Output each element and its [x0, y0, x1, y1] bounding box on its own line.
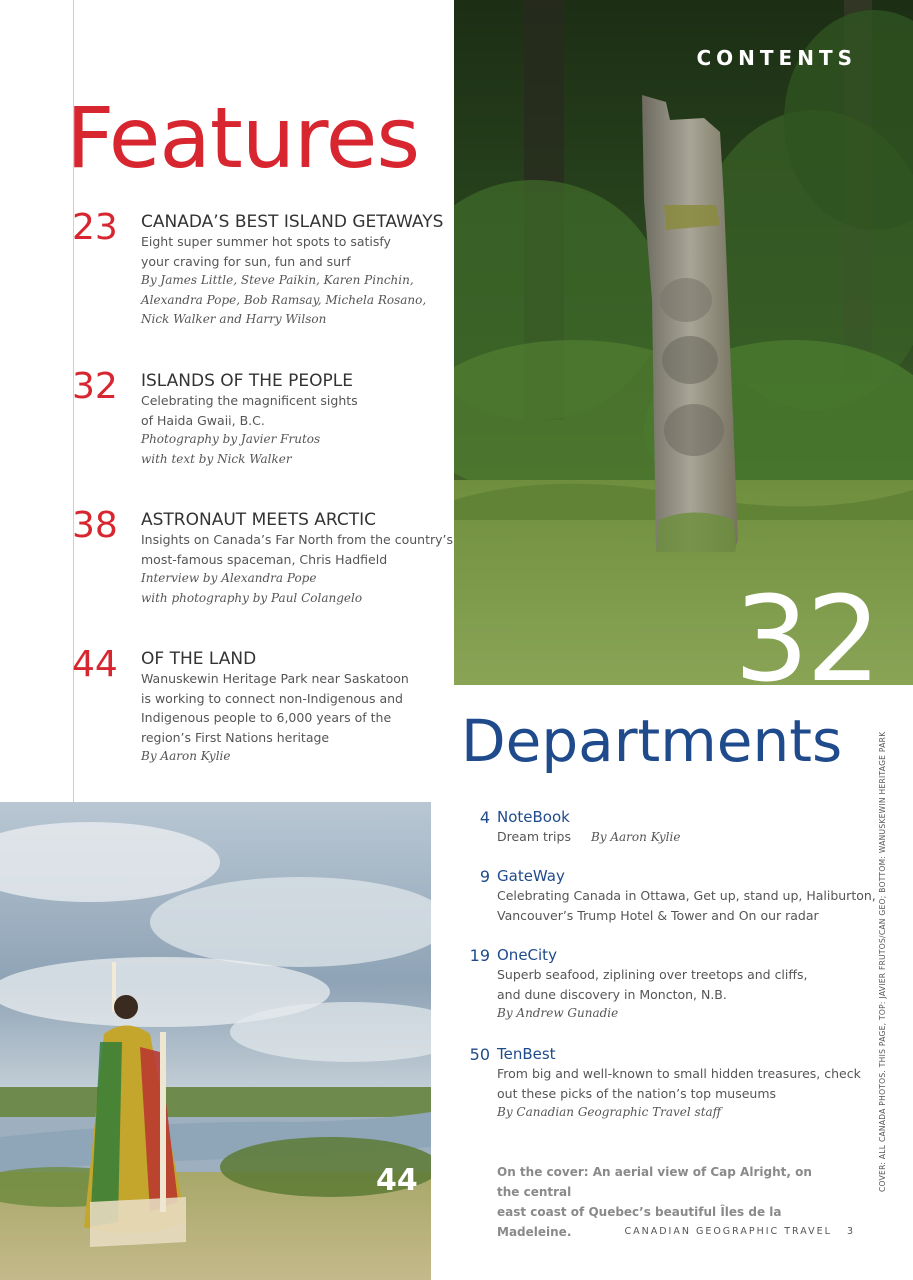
feature-dek-line: of Haida Gwaii, B.C. — [141, 412, 265, 428]
feature-dek-line: Celebrating the magnificent sights — [141, 393, 358, 408]
page-footer — [624, 1226, 855, 1237]
feature-dek-line: Insights on Canada’s Far North from the country’s — [141, 532, 453, 547]
feature-byline: By James Little, Steve Paikin, Karen Pinchin, — [141, 273, 414, 288]
feature-byline: with text by Nick Walker — [141, 451, 292, 466]
feature-dek-line: Eight super summer hot spots to satisfy — [141, 234, 391, 249]
feature-dek-line: your craving for sun, fun and surf — [141, 253, 351, 269]
photo-page-number: 32 — [734, 570, 879, 708]
department-byline: By Andrew Gunadie — [497, 1006, 619, 1021]
department-page-number: 50 — [469, 1045, 490, 1064]
feature-title: CANADA’S BEST ISLAND GETAWAYS — [141, 212, 444, 232]
feature-title: ISLANDS OF THE PEOPLE — [141, 371, 354, 391]
feature-dek-line: Indigenous people to 6,000 years of the — [141, 710, 392, 726]
feature-dek-line: region’s First Nations heritage — [141, 729, 330, 745]
feature-dek-line: is working to connect non-Indigenous and — [141, 690, 403, 706]
feature-page-number: 23 — [72, 207, 118, 248]
publication-name: CANADIAN GEOGRAPHIC TRAVEL — [624, 1226, 832, 1237]
department-page-number: 4 — [479, 808, 490, 827]
department-dek-line: Vancouver’s Trump Hotel & Tower and On our radar — [497, 907, 819, 923]
department-byline: By Canadian Geographic Travel staff — [497, 1105, 722, 1120]
feature-page-number: 38 — [72, 505, 118, 546]
departments-heading: Departments — [461, 707, 843, 775]
feature-title: OF THE LAND — [141, 649, 257, 669]
photo-credits: COVER: ALL CANADA PHOTOS. THIS PAGE, TOP: JAVIER FRUTOS/CAN GEO; BOTTOM: WANUSKEWIN HERITAGE PARK — [878, 731, 887, 1192]
feature-dek-line: Wanuskewin Heritage Park near Saskatoon — [141, 671, 409, 686]
features-heading: Features — [66, 89, 420, 187]
feature-byline: Interview by Alexandra Pope — [141, 571, 317, 586]
feature-title: ASTRONAUT MEETS ARCTIC — [141, 510, 377, 530]
department-title: TenBest — [497, 1045, 556, 1063]
department-page-number: 19 — [469, 946, 490, 965]
feature-byline: with photography by Paul Colangelo — [141, 590, 363, 605]
feature-page-number: 32 — [72, 366, 118, 407]
cover-note-line: east coast of Quebec’s beautiful Îles de la Madeleine. — [497, 1205, 782, 1239]
department-dek-line: From big and well-known to small hidden treasures, check — [497, 1066, 861, 1081]
department-byline: By Aaron Kylie — [590, 830, 681, 844]
cover-note-line: On the cover: An aerial view of Cap Alright, on the central — [497, 1165, 812, 1199]
department-dek-line: Celebrating Canada in Ottawa, Get up, stand up, Haliburton, — [497, 888, 876, 903]
contents-label: CONTENTS — [696, 46, 857, 70]
department-page-number: 9 — [479, 867, 490, 886]
folio-page-number: 3 — [846, 1226, 855, 1237]
feature-byline: By Aaron Kylie — [141, 749, 231, 764]
feature-byline: Alexandra Pope, Bob Ramsay, Michela Rosano, — [141, 292, 427, 307]
feature-byline: Nick Walker and Harry Wilson — [141, 312, 327, 327]
department-dek-line: Dream trips — [497, 829, 571, 844]
feature-byline: Photography by Javier Frutos — [141, 432, 321, 447]
department-dek-line: and dune discovery in Moncton, N.B. — [497, 986, 727, 1002]
department-title: GateWay — [497, 867, 565, 885]
department-dek-line: Superb seafood, ziplining over treetops and cliffs, — [497, 967, 808, 982]
feature-dek-line: most-famous spaceman, Chris Hadfield — [141, 551, 388, 567]
department-dek-line: out these picks of the nation’s top museums — [497, 1085, 777, 1101]
feature-page-number: 44 — [72, 644, 118, 685]
department-title: OneCity — [497, 946, 557, 964]
prairie-dancer-photo — [0, 802, 431, 1280]
department-title: NoteBook — [497, 808, 570, 826]
photo-page-number: 44 — [376, 1163, 418, 1198]
